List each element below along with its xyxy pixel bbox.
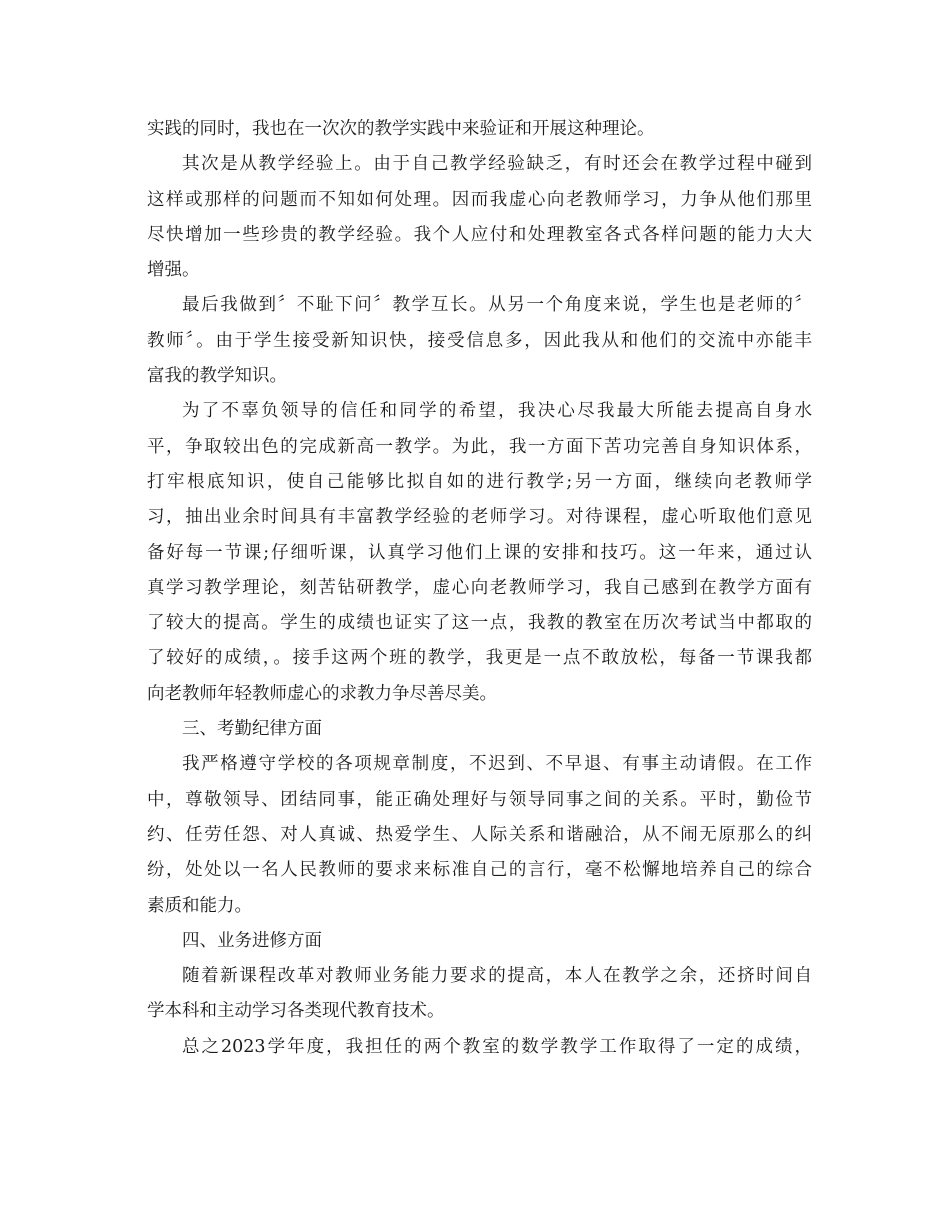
text-line: 富我的教学知识。 [147,366,287,387]
text-line: 学本科和主动学习各类现代教育技术。 [147,1001,445,1022]
text-line: 为了不辜负领导的信任和同学的希望，我决心尽我最大所能去提高自身水 [182,401,812,422]
text-line: 增强。 [147,260,200,281]
text-line: 最后我做到〞不耻下问〞教学互长。从另一个角度来说，学生也是老师的〞 [182,295,812,316]
document-body [147,112,812,1065]
text-line: 习，抽出业余时间具有丰富教学经验的老师学习。对待课程，虚心听取他们意见 [147,507,812,528]
text-line: 打牢根底知识，使自己能够比拟自如的进行教学;另一方面，继续向老教师学 [147,471,812,492]
text-line: 尽快增加一些珍贵的教学经验。我个人应付和处理教室各式各样问题的能力大大 [147,224,812,245]
text-line: 真学习教学理论，刻苦钻研教学，虚心向老教师学习，我自己感到在教学方面有 [147,577,812,598]
text-line: 我严格遵守学校的各项规章制度，不迟到、不早退、有事主动请假。在工作 [182,754,812,775]
section-heading: 四、业务进修方面 [182,930,322,951]
text-line: 实践的同时，我也在一次次的教学实践中来验证和开展这种理论。 [147,119,655,139]
text-line: 中，尊敬领导、团结同事，能正确处理好与领导同事之间的关系。平时，勤俭节 [147,789,812,810]
text-line: 了较大的提高。学生的成绩也证实了这一点，我教的教室在历次考试当中都取的 [147,613,812,634]
text-line: 素质和能力。 [147,895,252,916]
text-line: 了较好的成绩，。接手这两个班的教学，我更是一点不敢放松，每备一节课我都 [147,648,812,669]
text-line: 其次是从教学经验上。由于自己教学经验缺乏，有时还会在教学过程中碰到 [182,154,812,175]
section-heading: 三、考勤纪律方面 [182,719,322,740]
text-line: 随着新课程改革对教师业务能力要求的提高，本人在教学之余，还挤时间自 [182,966,812,987]
text-line: 纷，处处以一名人民教师的要求来标准自己的言行，毫不松懈地培养自己的综合 [147,860,812,881]
text-line: 向老教师年轻教师虚心的求教力争尽善尽美。 [147,683,497,704]
text-line: 平，争取较出色的完成新高一教学。为此，我一方面下苦功完善自身知识体系， [147,436,812,457]
text-line: 教师〞。由于学生接受新知识快，接受信息多，因此我从和他们的交流中亦能丰 [147,330,812,351]
text-line: 约、任劳任怨、对人真诚、热爱学生、人际关系和谐融洽，从不闹无原那么的纠 [147,824,812,845]
text-line: 这样或那样的问题而不知如何处理。因而我虚心向老教师学习，力争从他们那里 [147,189,812,210]
text-line: 备好每一节课;仔细听课，认真学习他们上课的安排和技巧。这一年来，通过认 [147,542,812,563]
text-line: 总之2023学年度，我担任的两个教室的数学教学工作取得了一定的成绩， [182,1036,812,1057]
